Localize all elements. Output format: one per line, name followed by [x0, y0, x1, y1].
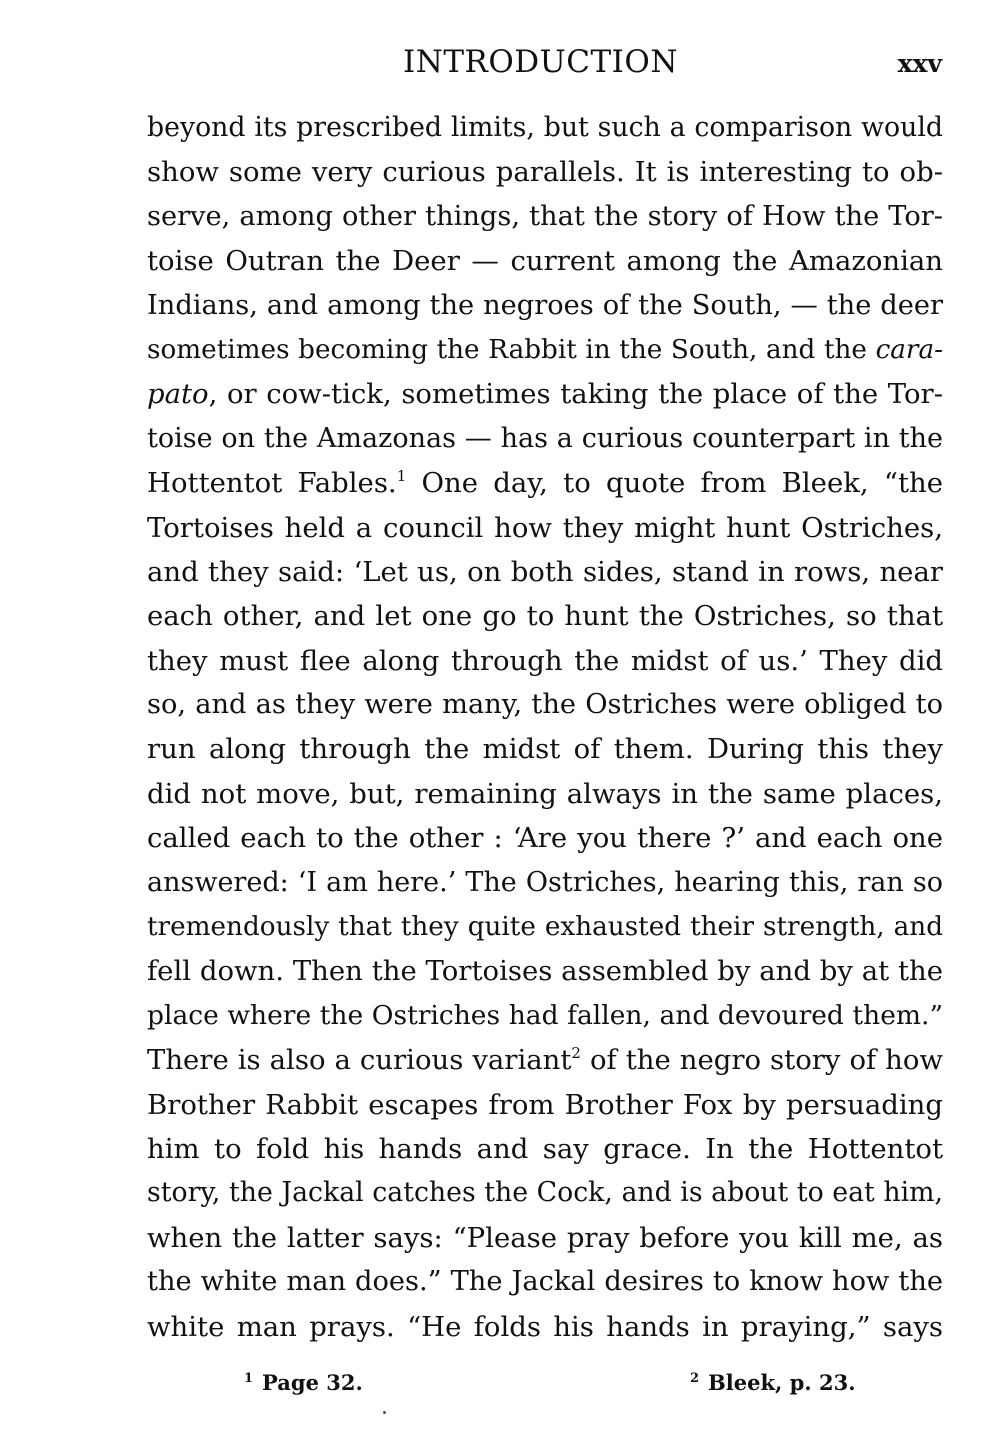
footnote-text: Bleek, p. 23.	[708, 1370, 856, 1395]
text-line: they must flee along through the midst of us.’ They did	[147, 644, 943, 677]
text-line: Hottentot Fables.$^1$ One day, to quote from Bleek, “the	[147, 467, 943, 500]
footnote-ref-2: 2	[571, 1044, 581, 1063]
text-line: show some very curious parallels. It is interesting to ob-	[147, 156, 943, 189]
text-line: beyond its prescribed limits, but such a comparison would	[147, 112, 943, 143]
text-line: so, and as they were many, the Ostriches were obliged to	[147, 689, 943, 721]
running-head	[0, 40, 1000, 84]
text-line: There is also a curious variant$^2$ of the negro story of how	[147, 1044, 943, 1077]
text-line: serve, among other things, that the story of How the Tor-	[147, 200, 943, 232]
text-line: tremendously that they quite exhausted their strength, and	[147, 912, 943, 943]
text-line: toise on the Amazonas — has a curious counterpart in the	[147, 422, 943, 454]
text-line: Tortoises held a council how they might hunt Ostriches,	[147, 511, 943, 544]
running-title: INTRODUCTION	[403, 44, 678, 80]
text-line: when the latter says: “Please pray before you kill me, as	[147, 1221, 943, 1254]
text-line: fell down. Then the Tortoises assembled by and by at the	[147, 955, 943, 988]
text-line: each other, and let one go to hunt the Ostriches, so that	[147, 600, 943, 633]
text-line: white man prays. “He folds his hands in praying,” says	[147, 1310, 943, 1343]
text-line: pato, or cow-tick, sometimes taking the place of the Tor-	[147, 378, 943, 411]
footnote-marker: 1	[244, 1371, 254, 1386]
footnotes	[0, 1368, 1000, 1398]
text-line: called each to the other : ‘Are you there ?’ and each one	[147, 822, 943, 855]
text-line: sometimes becoming the Rabbit in the South, and the cara-	[147, 334, 943, 365]
text-line: Brother Rabbit escapes from Brother Fox by persuading	[147, 1088, 943, 1121]
text-line: toise Outran the Deer — current among the Amazonian	[147, 245, 943, 278]
italic-word: cara-	[875, 334, 943, 365]
text-line: the white man does.” The Jackal desires to know how the	[147, 1266, 943, 1298]
text-line: Indians, and among the negroes of the South, — the deer	[147, 289, 943, 321]
page-number: xxv	[897, 49, 942, 78]
text-line: run along through the midst of them. During this they	[147, 733, 943, 766]
text-line: did not move, but, remaining always in the same places,	[147, 777, 943, 810]
text-line: answered: ‘I am here.’ The Ostriches, hearing this, ran so	[147, 866, 943, 898]
body-text	[147, 106, 943, 1349]
print-speck	[383, 1411, 386, 1414]
text-line: and they said: ‘Let us, on both sides, stand in rows, near	[147, 555, 943, 588]
text-line: story, the Jackal catches the Cock, and is about to eat him,	[147, 1177, 943, 1209]
italic-word: pato	[147, 378, 209, 411]
text-line: place where the Ostriches had fallen, and devoured them.”	[147, 999, 943, 1031]
footnote-text: Page 32.	[262, 1370, 363, 1395]
footnote-ref-1: 1	[396, 467, 407, 486]
footnote-marker: 2	[690, 1371, 700, 1386]
text-line: him to fold his hands and say grace. In the Hottentot	[147, 1132, 943, 1165]
footnote-2	[690, 1368, 856, 1398]
footnote-1	[244, 1368, 363, 1398]
